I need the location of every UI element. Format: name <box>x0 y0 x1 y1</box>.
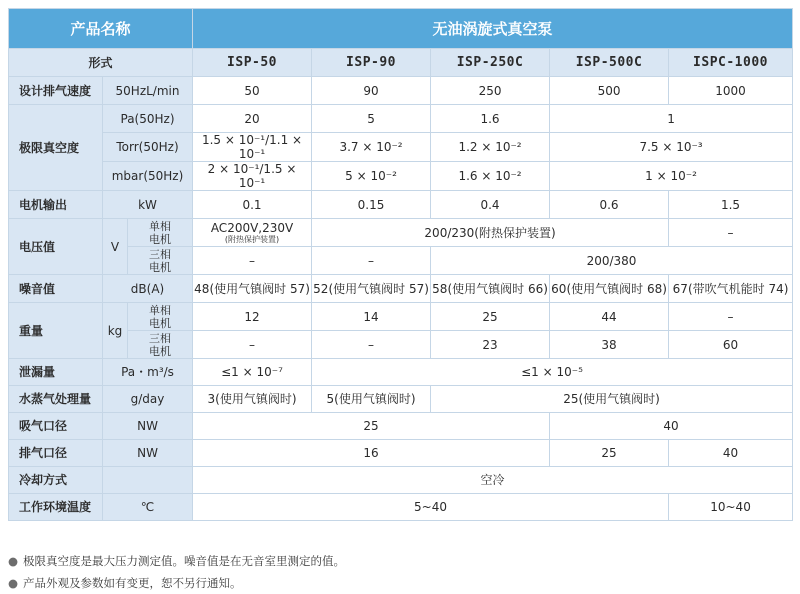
ultimate-pa-value: 1.6 <box>431 105 550 133</box>
ultimate-torr-value: 7.5 × 10⁻³ <box>550 133 793 162</box>
temp-value: 10~40 <box>669 494 793 521</box>
speed-value: 1000 <box>669 77 793 105</box>
exhaust-label: 排气口径 <box>9 440 103 467</box>
speed-value: 50 <box>193 77 312 105</box>
intake-unit: NW <box>103 413 193 440</box>
ultimate-mbar-value: 2 × 10⁻¹/1.5 × 10⁻¹ <box>193 162 312 191</box>
ultimate-torr-unit: Torr(50Hz) <box>103 133 193 162</box>
ultimate-mbar-value: 1.6 × 10⁻² <box>431 162 550 191</box>
exhaust-row <box>9 440 793 467</box>
product-title: 无油涡旋式真空泵 <box>193 9 793 49</box>
motor-row <box>9 191 793 219</box>
voltage-single-value: 200/230(附热保护装置) <box>312 219 669 247</box>
note-line-2 <box>8 575 242 591</box>
bullet-icon: ● <box>8 576 19 590</box>
noise-value: 48(使用气镇阀时 57) <box>193 275 312 303</box>
voltage-single-row <box>9 219 793 247</box>
model-row <box>9 49 793 77</box>
intake-value: 25 <box>193 413 550 440</box>
temp-value: 5~40 <box>193 494 669 521</box>
voltage-three-value: – <box>193 247 312 275</box>
bullet-icon: ● <box>8 554 19 568</box>
exhaust-value: 25 <box>550 440 669 467</box>
motor-value: 0.1 <box>193 191 312 219</box>
noise-unit: dB(A) <box>103 275 193 303</box>
speed-unit: 50HzL/min <box>103 77 193 105</box>
noise-label: 噪音值 <box>9 275 103 303</box>
ultimate-pa-value: 20 <box>193 105 312 133</box>
model-isp-500c: ISP-500C <box>550 49 669 77</box>
cooling-label: 冷却方式 <box>9 467 103 494</box>
voltage-single-value: – <box>669 219 793 247</box>
weight-three-value: 38 <box>550 331 669 359</box>
leak-value: ≤1 × 10⁻⁷ <box>193 359 312 386</box>
model-isp-50: ISP-50 <box>193 49 312 77</box>
motor-value: 1.5 <box>669 191 793 219</box>
note-line-1 <box>8 553 345 569</box>
weight-single-value: 12 <box>193 303 312 331</box>
three-phase-label: 三相 电机 <box>128 247 193 275</box>
exhaust-unit: NW <box>103 440 193 467</box>
voltage-single-value: AC200V,230V (附热保护装置) <box>193 219 312 247</box>
ultimate-pa-value: 5 <box>312 105 431 133</box>
voltage-three-value: – <box>312 247 431 275</box>
ultimate-torr-value: 1.5 × 10⁻¹/1.1 × 10⁻¹ <box>193 133 312 162</box>
leak-value: ≤1 × 10⁻⁵ <box>312 359 793 386</box>
model-isp-250c: ISP-250C <box>431 49 550 77</box>
product-name-label: 产品名称 <box>9 9 193 49</box>
vapor-value: 3(使用气镇阀时) <box>193 386 312 413</box>
weight-label: 重量 <box>9 303 103 359</box>
speed-value: 250 <box>431 77 550 105</box>
motor-value: 0.6 <box>550 191 669 219</box>
spec-table <box>8 8 793 521</box>
ultimate-mbar-value: 5 × 10⁻² <box>312 162 431 191</box>
vapor-label: 水蒸气处理量 <box>9 386 103 413</box>
voltage-label: 电压值 <box>9 219 103 275</box>
weight-single-value: 14 <box>312 303 431 331</box>
leak-unit: Pa・m³/s <box>103 359 193 386</box>
note-text: 产品外观及参数如有变更，恕不另行通知。 <box>23 576 242 590</box>
weight-single-value: 25 <box>431 303 550 331</box>
ultimate-pa-value: 1 <box>550 105 793 133</box>
noise-row <box>9 275 793 303</box>
leak-label: 泄漏量 <box>9 359 103 386</box>
vapor-value: 5(使用气镇阀时) <box>312 386 431 413</box>
motor-label: 电机输出 <box>9 191 103 219</box>
temp-label: 工作环境温度 <box>9 494 103 521</box>
leak-row <box>9 359 793 386</box>
exhaust-value: 16 <box>193 440 550 467</box>
cooling-row <box>9 467 793 494</box>
motor-value: 0.15 <box>312 191 431 219</box>
ultimate-vacuum-label: 极限真空度 <box>9 105 103 191</box>
weight-unit: kg <box>103 303 128 359</box>
motor-unit: kW <box>103 191 193 219</box>
weight-single-row <box>9 303 793 331</box>
single-phase-label: 单相 电机 <box>128 303 193 331</box>
note-text: 极限真空度是最大压力测定值。噪音值是在无音室里测定的值。 <box>23 554 346 568</box>
three-phase-label: 三相 电机 <box>128 331 193 359</box>
weight-three-value: 60 <box>669 331 793 359</box>
cooling-unit <box>103 467 193 494</box>
vapor-value: 25(使用气镇阀时) <box>431 386 793 413</box>
ultimate-pa-unit: Pa(50Hz) <box>103 105 193 133</box>
temp-unit: ℃ <box>103 494 193 521</box>
intake-value: 40 <box>550 413 793 440</box>
motor-value: 0.4 <box>431 191 550 219</box>
ultimate-torr-value: 3.7 × 10⁻² <box>312 133 431 162</box>
model-ispc-1000: ISPC-1000 <box>669 49 793 77</box>
ultimate-mbar-row <box>9 162 793 191</box>
ultimate-mbar-unit: mbar(50Hz) <box>103 162 193 191</box>
temp-row <box>9 494 793 521</box>
noise-value: 58(使用气镇阀时 66) <box>431 275 550 303</box>
voltage-three-value: 200/380 <box>431 247 793 275</box>
noise-value: 67(带吹气机能时 74) <box>669 275 793 303</box>
weight-three-value: – <box>193 331 312 359</box>
header-row <box>9 9 793 49</box>
speed-value: 500 <box>550 77 669 105</box>
weight-three-value: – <box>312 331 431 359</box>
cooling-value: 空冷 <box>193 467 793 494</box>
weight-single-value: – <box>669 303 793 331</box>
weight-three-value: 23 <box>431 331 550 359</box>
exhaust-value: 40 <box>669 440 793 467</box>
ultimate-mbar-value: 1 × 10⁻² <box>550 162 793 191</box>
model-label: 形式 <box>9 49 193 77</box>
ultimate-pa-row <box>9 105 793 133</box>
noise-value: 52(使用气镇阀时 57) <box>312 275 431 303</box>
model-isp-90: ISP-90 <box>312 49 431 77</box>
intake-label: 吸气口径 <box>9 413 103 440</box>
speed-row <box>9 77 793 105</box>
speed-value: 90 <box>312 77 431 105</box>
vapor-row <box>9 386 793 413</box>
vapor-unit: g/day <box>103 386 193 413</box>
voltage-unit: V <box>103 219 128 275</box>
speed-label: 设计排气速度 <box>9 77 103 105</box>
noise-value: 60(使用气镇阀时 68) <box>550 275 669 303</box>
ultimate-torr-row <box>9 133 793 162</box>
intake-row <box>9 413 793 440</box>
ultimate-torr-value: 1.2 × 10⁻² <box>431 133 550 162</box>
single-phase-label: 单相 电机 <box>128 219 193 247</box>
weight-single-value: 44 <box>550 303 669 331</box>
